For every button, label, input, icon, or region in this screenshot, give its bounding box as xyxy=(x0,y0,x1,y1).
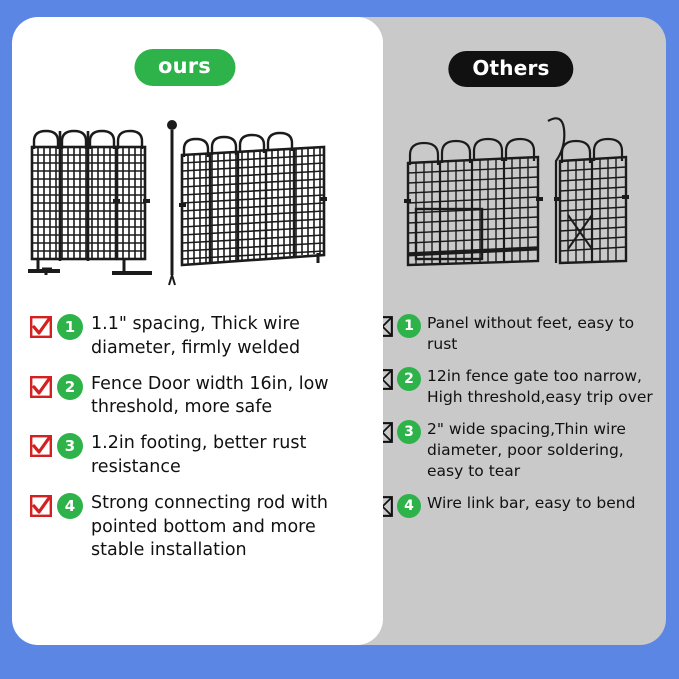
others-badge: Others xyxy=(448,51,573,87)
item-number: 2 xyxy=(397,367,421,391)
item-number: 1 xyxy=(57,314,83,340)
check-red-icon xyxy=(30,495,52,517)
list-item xyxy=(12,432,357,480)
item-number: 3 xyxy=(397,420,421,444)
item-text: 1.1" spacing, Thick wire diameter, firmly welded xyxy=(91,314,301,358)
others-panel xyxy=(356,17,666,645)
item-text: Fence Door width 16in, low threshold, more safe xyxy=(91,373,329,418)
item-text: 1.2in footing, better rust resistance xyxy=(91,433,307,477)
check-red-icon xyxy=(30,316,52,338)
item-number: 2 xyxy=(57,374,83,400)
others-product-image xyxy=(356,103,666,303)
item-text: 2" wide spacing,Thin wire diameter, poor soldering, easy to tear xyxy=(427,419,626,481)
item-number: 4 xyxy=(397,494,421,518)
list-item xyxy=(356,419,666,483)
list-item xyxy=(12,492,357,563)
list-item xyxy=(356,313,666,356)
item-number: 4 xyxy=(57,493,83,519)
ours-panel xyxy=(12,17,357,645)
item-text: Wire link bar, easy to bend xyxy=(427,493,636,512)
item-text: Panel without feet, easy to rust xyxy=(427,314,635,354)
ours-product-image xyxy=(12,103,357,303)
item-text: 12in fence gate too narrow, High threshold,easy trip over xyxy=(427,366,653,407)
check-red-icon xyxy=(30,376,52,398)
others-feature-list xyxy=(356,313,666,528)
list-item xyxy=(356,366,666,409)
ours-badge: ours xyxy=(134,49,235,86)
list-item xyxy=(356,493,666,518)
list-item xyxy=(12,373,357,421)
item-number: 1 xyxy=(397,314,421,338)
item-number: 3 xyxy=(57,433,83,459)
ours-feature-list xyxy=(12,313,357,575)
check-red-icon xyxy=(30,435,52,457)
list-item xyxy=(12,313,357,361)
comparison-board xyxy=(12,17,667,645)
item-text: Strong connecting rod with pointed bottom and more stable installation xyxy=(91,492,328,561)
